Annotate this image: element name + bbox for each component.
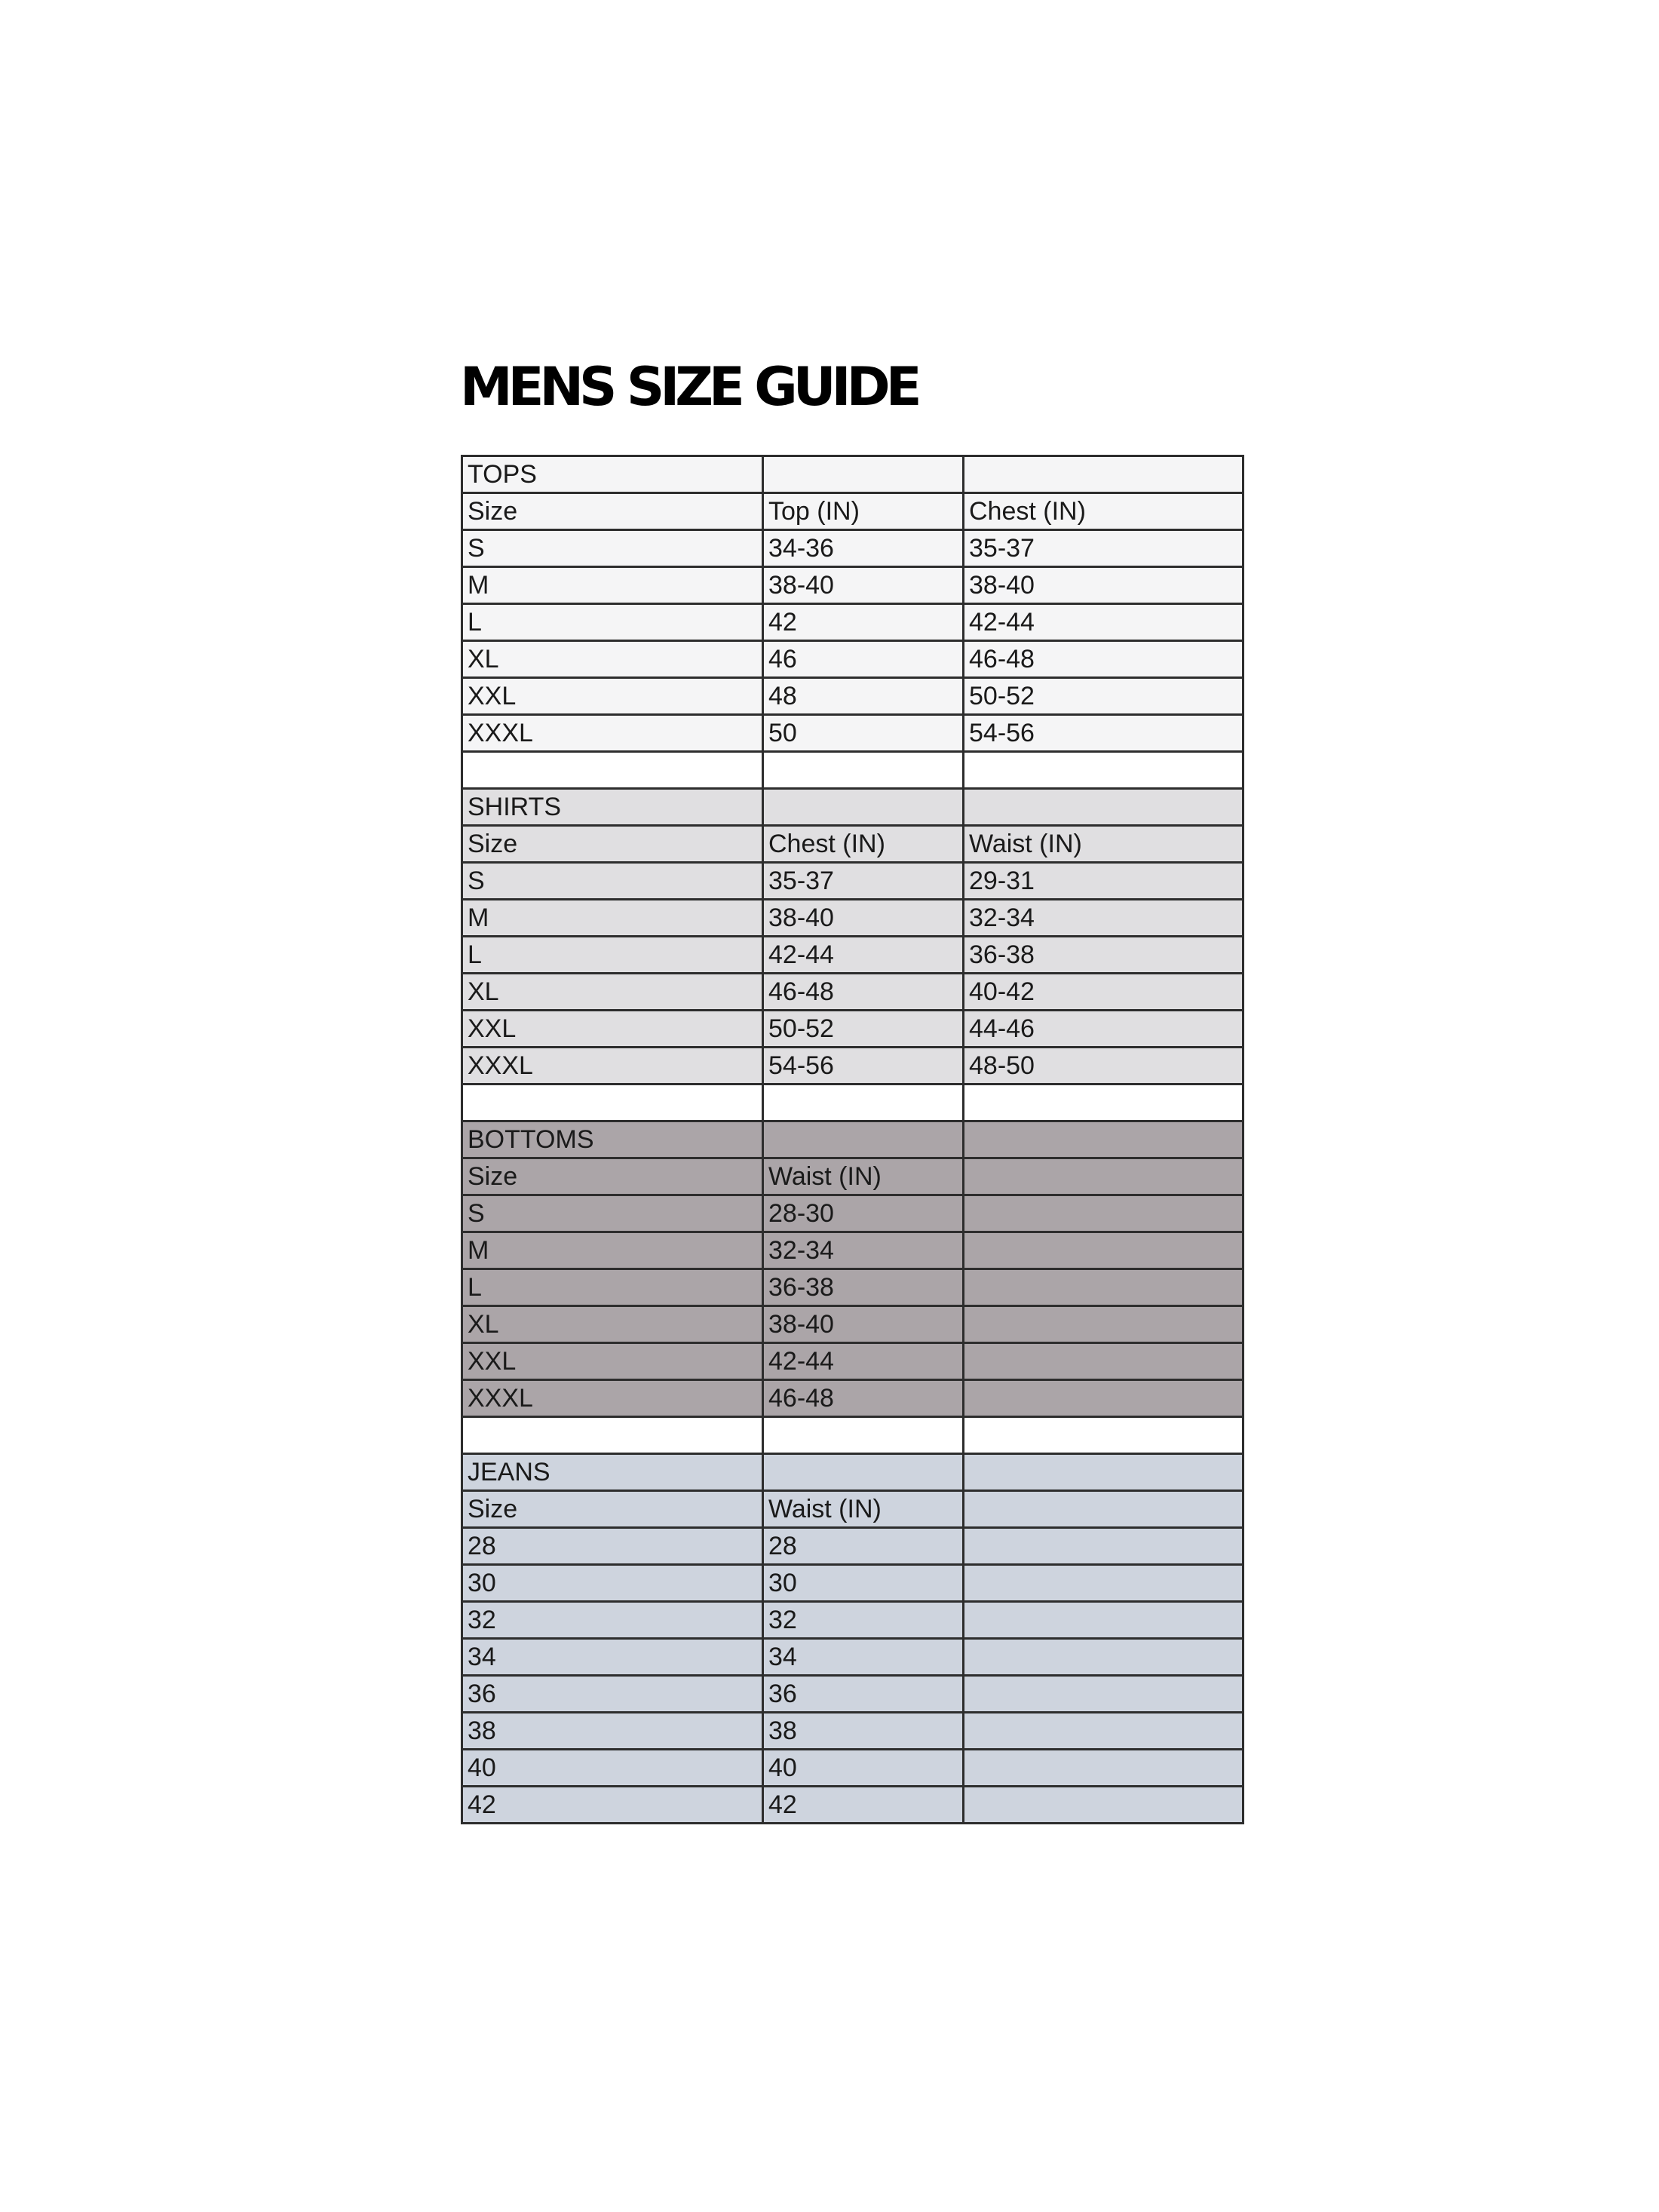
table-cell: XXL [462, 1343, 763, 1380]
table-cell: XL [462, 641, 763, 678]
table-cell: 36 [763, 1676, 964, 1713]
table-cell [763, 1121, 964, 1158]
table-cell: 38-40 [763, 567, 964, 604]
table-cell: 36 [462, 1676, 763, 1713]
table-cell [964, 1380, 1243, 1417]
table-cell [964, 1306, 1243, 1343]
table-row [462, 1639, 1243, 1676]
table-cell: 40 [462, 1750, 763, 1787]
table-cell: 42 [763, 604, 964, 641]
table-cell: 44-46 [964, 1011, 1243, 1048]
table-cell [964, 1121, 1243, 1158]
table-cell: 38-40 [763, 1306, 964, 1343]
table-cell: XXL [462, 1011, 763, 1048]
table-cell: XXXL [462, 715, 763, 752]
table-cell: 46-48 [763, 1380, 964, 1417]
page-title: MENS SIZE GUIDE [460, 356, 918, 418]
table-cell: XXXL [462, 1380, 763, 1417]
table-cell: Chest (IN) [763, 826, 964, 863]
table-row [462, 1713, 1243, 1750]
table-cell: XL [462, 974, 763, 1011]
table-row [462, 863, 1243, 900]
table-row [462, 1380, 1243, 1417]
table-cell: M [462, 900, 763, 937]
table-cell [964, 1750, 1243, 1787]
table-cell: 54-56 [964, 715, 1243, 752]
section-title-row-jeans [462, 1454, 1243, 1491]
table-cell [964, 1491, 1243, 1528]
table-cell [964, 1269, 1243, 1306]
table-cell [763, 1454, 964, 1491]
table-cell: JEANS [462, 1454, 763, 1491]
table-cell: 32-34 [964, 900, 1243, 937]
section-title-row-bottoms [462, 1121, 1243, 1158]
table-row [462, 604, 1243, 641]
table-cell: 30 [462, 1565, 763, 1602]
spacer-row [462, 1417, 1243, 1454]
table-cell [964, 1158, 1243, 1195]
table-cell: S [462, 1195, 763, 1232]
table-cell: Waist (IN) [763, 1491, 964, 1528]
table-cell [763, 1417, 964, 1454]
table-row [462, 1602, 1243, 1639]
table-cell [763, 456, 964, 493]
table-row [462, 974, 1243, 1011]
table-cell: BOTTOMS [462, 1121, 763, 1158]
table-cell: 46-48 [964, 641, 1243, 678]
size-guide-body [462, 456, 1243, 1824]
table-cell [964, 1676, 1243, 1713]
table-cell: M [462, 1232, 763, 1269]
table-cell: 28 [462, 1528, 763, 1565]
table-cell: 48-50 [964, 1048, 1243, 1085]
table-cell: 42 [763, 1787, 964, 1824]
table-cell: Top (IN) [763, 493, 964, 530]
table-cell [462, 1085, 763, 1121]
table-cell: 38 [462, 1713, 763, 1750]
table-row [462, 1306, 1243, 1343]
table-row [462, 1676, 1243, 1713]
table-cell: S [462, 863, 763, 900]
table-cell: 50 [763, 715, 964, 752]
table-cell: 34 [763, 1639, 964, 1676]
table-cell: 38 [763, 1713, 964, 1750]
table-cell [964, 1085, 1243, 1121]
table-cell: 32 [462, 1602, 763, 1639]
table-cell: L [462, 604, 763, 641]
header-row-jeans [462, 1491, 1243, 1528]
table-cell [964, 789, 1243, 826]
table-row [462, 1787, 1243, 1824]
table-cell: L [462, 1269, 763, 1306]
table-cell [763, 789, 964, 826]
table-cell: Size [462, 1158, 763, 1195]
table-row [462, 641, 1243, 678]
spacer-row [462, 752, 1243, 789]
table-cell [462, 1417, 763, 1454]
table-row [462, 1528, 1243, 1565]
table-cell [964, 1787, 1243, 1824]
table-cell: 46-48 [763, 974, 964, 1011]
table-cell [763, 1085, 964, 1121]
table-cell: 38-40 [763, 900, 964, 937]
table-cell: 42-44 [763, 1343, 964, 1380]
table-cell: S [462, 530, 763, 567]
table-cell [964, 1565, 1243, 1602]
table-cell: 54-56 [763, 1048, 964, 1085]
table-cell: 30 [763, 1565, 964, 1602]
table-cell: Size [462, 1491, 763, 1528]
table-cell [964, 1195, 1243, 1232]
table-cell [964, 1454, 1243, 1491]
header-row-tops [462, 493, 1243, 530]
table-cell: Chest (IN) [964, 493, 1243, 530]
header-row-shirts [462, 826, 1243, 863]
table-cell: XL [462, 1306, 763, 1343]
size-guide-table [461, 455, 1244, 1824]
table-cell: XXL [462, 678, 763, 715]
table-row [462, 715, 1243, 752]
table-cell: Waist (IN) [763, 1158, 964, 1195]
table-row [462, 567, 1243, 604]
table-cell: 36-38 [763, 1269, 964, 1306]
table-row [462, 1269, 1243, 1306]
table-cell: 40-42 [964, 974, 1243, 1011]
table-cell: 36-38 [964, 937, 1243, 974]
table-row [462, 1011, 1243, 1048]
table-cell [462, 752, 763, 789]
table-cell: 28 [763, 1528, 964, 1565]
table-cell [964, 1232, 1243, 1269]
section-title-row-shirts [462, 789, 1243, 826]
table-cell: 42-44 [763, 937, 964, 974]
table-cell [964, 1639, 1243, 1676]
table-cell: 42-44 [964, 604, 1243, 641]
table-cell: TOPS [462, 456, 763, 493]
table-cell: Size [462, 826, 763, 863]
table-cell: SHIRTS [462, 789, 763, 826]
table-cell: 32-34 [763, 1232, 964, 1269]
table-cell [964, 752, 1243, 789]
table-row [462, 1565, 1243, 1602]
table-cell [763, 752, 964, 789]
table-row [462, 678, 1243, 715]
table-cell: 46 [763, 641, 964, 678]
header-row-bottoms [462, 1158, 1243, 1195]
table-cell [964, 1417, 1243, 1454]
table-cell: 29-31 [964, 863, 1243, 900]
table-cell: 40 [763, 1750, 964, 1787]
table-cell: 34-36 [763, 530, 964, 567]
table-cell: 35-37 [964, 530, 1243, 567]
table-cell: 50-52 [964, 678, 1243, 715]
table-row [462, 1232, 1243, 1269]
table-row [462, 900, 1243, 937]
table-cell [964, 1713, 1243, 1750]
table-cell: M [462, 567, 763, 604]
table-cell: 48 [763, 678, 964, 715]
section-title-row-tops [462, 456, 1243, 493]
table-row [462, 1195, 1243, 1232]
table-cell: 38-40 [964, 567, 1243, 604]
table-cell [964, 1343, 1243, 1380]
table-row [462, 937, 1243, 974]
table-row [462, 1750, 1243, 1787]
table-cell [964, 1528, 1243, 1565]
table-row [462, 1343, 1243, 1380]
table-cell [964, 456, 1243, 493]
table-cell: 50-52 [763, 1011, 964, 1048]
table-cell: L [462, 937, 763, 974]
table-cell: 35-37 [763, 863, 964, 900]
table-cell: Size [462, 493, 763, 530]
spacer-row [462, 1085, 1243, 1121]
table-cell: 34 [462, 1639, 763, 1676]
table-row [462, 530, 1243, 567]
table-cell: XXXL [462, 1048, 763, 1085]
table-cell: 32 [763, 1602, 964, 1639]
table-cell: 42 [462, 1787, 763, 1824]
table-cell [964, 1602, 1243, 1639]
table-cell: 28-30 [763, 1195, 964, 1232]
table-cell: Waist (IN) [964, 826, 1243, 863]
table-row [462, 1048, 1243, 1085]
